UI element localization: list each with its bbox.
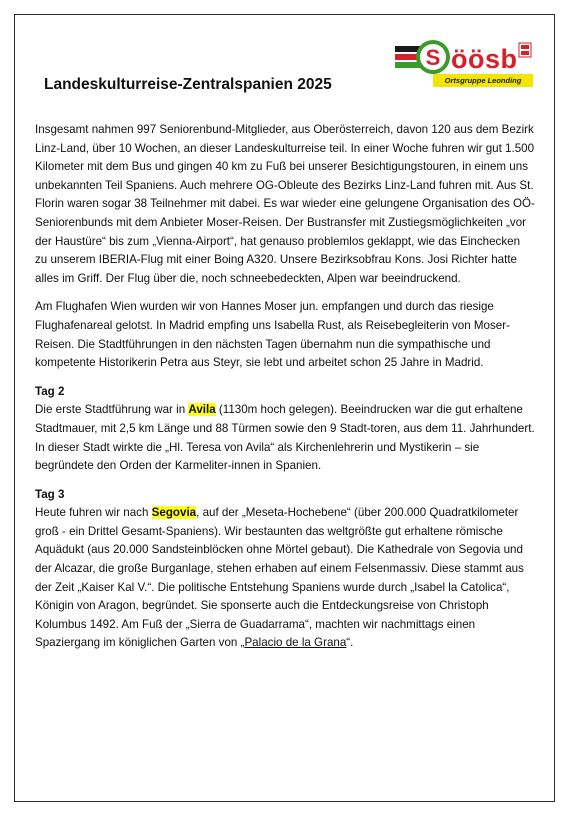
tag2-heading: Tag 2 [35, 384, 65, 398]
tag2-text-after: (1130m hoch gelegen). Beeindrucken war die gut erhaltene Stadtmauer, mit 2,5 km Länge und 88 Türmen sowie den 9 Stadt-toren, aus dem 11. Jahrhundert. In dieser Stadt wirkte die „Hl. Teresa von Avila“ als Kirchenlehrerin und Mystikerin – sie begründete den Orden der Karmeliter-innen in Spanien. [35, 403, 535, 473]
tag3-text-end: “. [346, 636, 354, 650]
tag2-text-before: Die erste Stadtführung war in [35, 403, 189, 417]
tag3-text-before: Heute fuhren wir nach [35, 506, 152, 520]
intro-paragraph-1: Insgesamt nahmen 997 Seniorenbund-Mitglieder, aus Oberösterreich, davon 120 aus dem Bezirk Linz-Land, über 10 Wochen, an dieser Landeskulturreise teil. In einer Woche fuhren wir gut 1.500 Kilometer mit dem Bus und gingen 40 km zu Fuß bei unserer Besichtigungstouren, in einem uns unbekannten Teil Spaniens. Auch mehrere OG-Obleute des Bezirks Linz-Land fuhren mit. Aus St. Florin waren sogar 38 Teilnehmer mit dabei. Es war wieder eine gelungene Organisation des OÖ-Seniorenbunds mit dem Anbieter Moser-Reisen. Der Bustransfer mit Zustiegsmöglichkeiten „vor der Haustüre“ bis zum „Vienna-Airport“, hat genauso problemlos geklappt, wie das Einchecken zu unserem IBERIA-Flug mit einer Boing A320. Unsere Bezirksobfrau Kons. Josi Richter hatte alles im Griff. Der Flug über die, noch schneebedeckten, Alpen war beeindruckend. [35, 123, 535, 285]
intro-paragraph-2: Am Flughafen Wien wurden wir von Hannes Moser jun. empfangen und durch das riesige Flughafenareal gelotst. In Madrid empfing uns Isabella Rust, als Reisebegleiterin von Moser-Reisen. Die Stadtführungen in den nächsten Tagen übernahm nun die sympathische und kompetente Historikerin Petra aus Steyr, sie lebt und arbeitet schon 25 Jahre in Madrid. [35, 300, 510, 370]
highlight-avila: Avila [188, 403, 216, 417]
section-tag-2 [35, 383, 535, 476]
seniorenbund-logo [395, 40, 535, 88]
tag2-paragraph [35, 401, 535, 475]
tag3-text-after: , auf der „Meseta-Hochebene“ (über 200.000 Quadratkilometer groß - ein Drittel Gesamt-Spaniens). Wir bestaunten das weltgrößte gut erhaltene römische Aquädukt (aus 20.000 Sandsteinblöcken ohne Mörtel gebaut). Die Kathedrale von Segovia und der Alcazar, die große Burganlage, stehen erhaben auf einem Felsenmassiv. Diese stammt aus der Zeit „Kaiser Kal V.“. Die politische Entstehung Spaniens wurde durch „Isabel la Catolica“, Königin von Aragon, begründet. Sie sponserte auch die Entdeckungsreise von Christoph Kolumbus 1492. Am Fuß der „Sierra de Guadarrama“, machten wir nachmittags einen Spaziergang im königlichen Garten von „ [35, 506, 524, 650]
highlight-segovia: Segovia [151, 506, 197, 520]
tag3-paragraph [35, 504, 535, 653]
page-title: Landeskulturreise-Zentralspanien 2025 [44, 76, 332, 93]
section-tag-3 [35, 486, 535, 653]
logo-wordmark: öösb [451, 44, 518, 74]
tag3-heading: Tag 3 [35, 487, 65, 501]
logo-subtitle: Ortsgruppe Leonding [433, 74, 533, 87]
svg-text:S: S [425, 45, 441, 70]
article-body [35, 121, 535, 663]
palacio-link[interactable]: Palacio de la Grana [244, 636, 347, 650]
